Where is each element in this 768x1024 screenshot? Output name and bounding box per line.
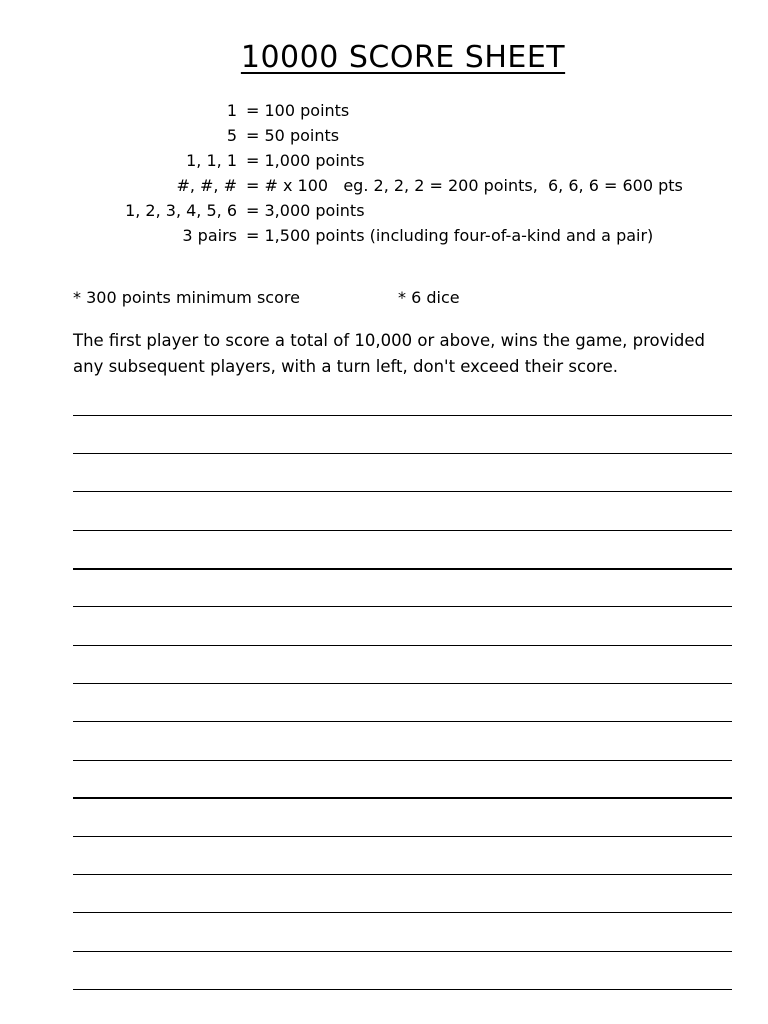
dice-note: * 6 dice	[398, 288, 460, 307]
score-line[interactable]	[73, 721, 732, 722]
score-line[interactable]	[73, 491, 732, 492]
win-condition-text: The first player to score a total of 10,000 or above, wins the game, provided any subsequent players, with a turn left, don't exceed their score.	[73, 331, 706, 376]
score-line[interactable]	[73, 760, 732, 761]
rule-value: = 1,500 points (including four-of-a-kind and a pair)	[246, 226, 654, 245]
score-line[interactable]	[73, 951, 732, 952]
rule-combo: 1	[226, 101, 237, 120]
rule-value: = 1,000 points	[246, 151, 365, 170]
page-title: 10000 SCORE SHEET	[240, 40, 566, 75]
rule-combo: 1, 1, 1	[186, 151, 237, 170]
score-line[interactable]	[73, 797, 732, 799]
score-line[interactable]	[73, 874, 732, 875]
rule-value: = 50 points	[246, 126, 340, 145]
score-line[interactable]	[73, 453, 732, 454]
score-line[interactable]	[73, 912, 732, 913]
score-line[interactable]	[73, 530, 732, 531]
rule-value: = 3,000 points	[246, 201, 365, 220]
rule-combo: 1, 2, 3, 4, 5, 6	[125, 201, 237, 220]
rule-combo: 3 pairs	[182, 226, 237, 245]
score-line[interactable]	[73, 568, 732, 570]
score-entry-lines	[73, 0, 732, 1024]
score-line[interactable]	[73, 606, 732, 607]
score-line[interactable]	[73, 683, 732, 684]
score-line[interactable]	[73, 645, 732, 646]
rule-combo: 5	[226, 126, 237, 145]
rule-combo: #, #, #	[176, 176, 237, 195]
rule-value: = 100 points	[246, 101, 350, 120]
score-line[interactable]	[73, 989, 732, 990]
score-line[interactable]	[73, 836, 732, 837]
score-line[interactable]	[73, 415, 732, 416]
rule-value: = # x 100 eg. 2, 2, 2 = 200 points, 6, 6, 6 = 600 pts	[246, 176, 683, 195]
minimum-score-note: * 300 points minimum score	[73, 288, 300, 307]
